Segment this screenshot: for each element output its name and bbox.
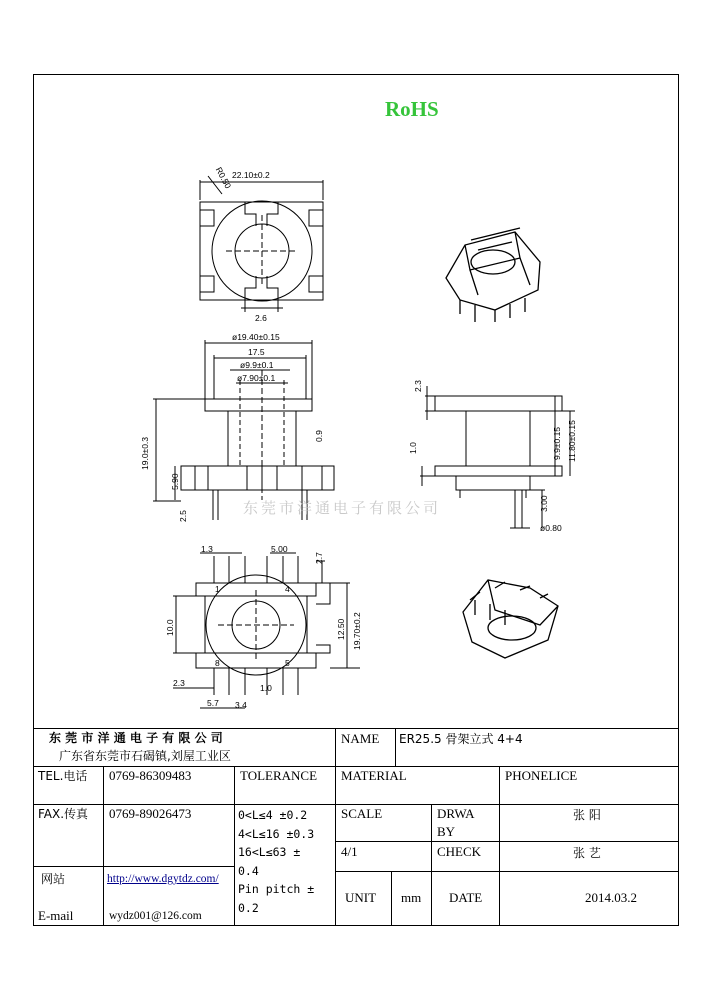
fax-label: FAX.传真 [38, 807, 89, 821]
tolerance-line-2: 4<L≤16 ±0.3 [238, 826, 315, 841]
unit-value: mm [401, 890, 422, 905]
dim-front-base: 5.90 [170, 473, 180, 490]
fax-value: 0769-89026473 [109, 806, 192, 821]
email-label: E-mail [38, 908, 74, 923]
tel-label: TEL.电话 [38, 769, 88, 783]
company-name: 东 莞 市 洋 通 电 子 有 限 公 司 [49, 731, 223, 745]
check-label: CHECK [437, 844, 482, 859]
material-label: MATERIAL [341, 768, 407, 783]
title-block [33, 728, 679, 926]
pin-label-8: 8 [215, 658, 220, 668]
dim-bottom-b: 5.00 [271, 544, 288, 554]
tolerance-table [238, 806, 314, 917]
tolerance-line-3: 16<L≤63 ± [238, 845, 301, 859]
dim-front-d1: ø19.40±0.15 [232, 332, 280, 342]
dim-bottom-a: 1.3 [201, 544, 213, 554]
pin-label-1: 1 [215, 584, 220, 594]
dim-side-t: 1.0 [408, 442, 418, 454]
tolerance-line-6: 0.2 [238, 900, 259, 915]
dim-front-d3: ø9.9±0.1 [240, 360, 274, 370]
tolerance-line-4: 0.4 [238, 863, 259, 878]
dim-side-pin-len: 3.00 [539, 495, 549, 512]
dim-bottom-j: 3.4 [235, 700, 247, 710]
drwa-label: DRWA [437, 806, 475, 821]
dim-bottom-h: 1.0 [260, 683, 272, 693]
tolerance-line-5: Pin pitch ± [238, 882, 315, 896]
pin-label-4: 4 [285, 584, 290, 594]
scale-label: SCALE [341, 806, 383, 821]
dim-bottom-i: 5.7 [207, 698, 219, 708]
tolerance-label: TOLERANCE [240, 768, 318, 783]
scale-value: 4/1 [341, 844, 358, 859]
dim-bottom-d: 10.0 [165, 619, 175, 636]
iso-view-top [446, 228, 540, 322]
dim-side-h1: 9.9±0.15 [552, 426, 562, 460]
pin-label-5: 5 [285, 658, 290, 668]
dim-side-h2: 11.80±0.15 [567, 420, 577, 462]
website-link[interactable]: http://www.dgytdz.com/ [107, 873, 219, 885]
dim-front-d2: 17.5 [248, 347, 265, 357]
dim-bottom-g: 2.3 [173, 678, 185, 688]
unit-label: UNIT [345, 890, 377, 905]
dim-front-d4: ø7.90±0.1 [237, 373, 276, 383]
dim-bottom-c: 2.7 [314, 552, 324, 564]
tolerance-line-1: 0<L≤4 ±0.2 [238, 808, 308, 822]
date-label: DATE [449, 890, 483, 905]
name-label: NAME [341, 731, 380, 746]
name-value: ER25.5 骨架立式 4+4 [399, 732, 523, 746]
dim-side-top: 2.3 [413, 380, 423, 392]
iso-view-bottom [463, 580, 558, 658]
watermark-text: 东莞市洋通电子有限公司 [243, 499, 442, 517]
dim-front-height: 19.0±0.3 [140, 436, 150, 470]
email-value: wydz001@126.com [109, 910, 202, 922]
dim-front-flange: 0.9 [314, 430, 324, 442]
dim-front-pin: 2.5 [178, 510, 188, 522]
tel-value: 0769-86309483 [109, 768, 192, 783]
web-label: 网站 [41, 872, 66, 886]
dim-top-width: 22.10±0.2 [232, 170, 270, 180]
rohs-label: RoHS [385, 97, 439, 121]
dim-top-radius: R0.50 [213, 165, 234, 191]
dim-side-pin-d: ø0.80 [540, 523, 562, 533]
by-label: BY [437, 824, 456, 839]
dim-top-slot: 2.6 [255, 313, 267, 323]
date-value: 2014.03.2 [585, 890, 637, 905]
dim-bottom-f: 19.70±0.2 [352, 612, 362, 650]
top-view [200, 176, 323, 312]
dim-bottom-e: 12.50 [336, 618, 346, 640]
phonelice-label: PHONELICE [505, 768, 578, 783]
checked-by: 张 艺 [573, 846, 601, 860]
company-address: 广东省东莞市石碣镇,刘屋工业区 [59, 749, 231, 763]
drawn-by: 张 阳 [573, 808, 601, 822]
